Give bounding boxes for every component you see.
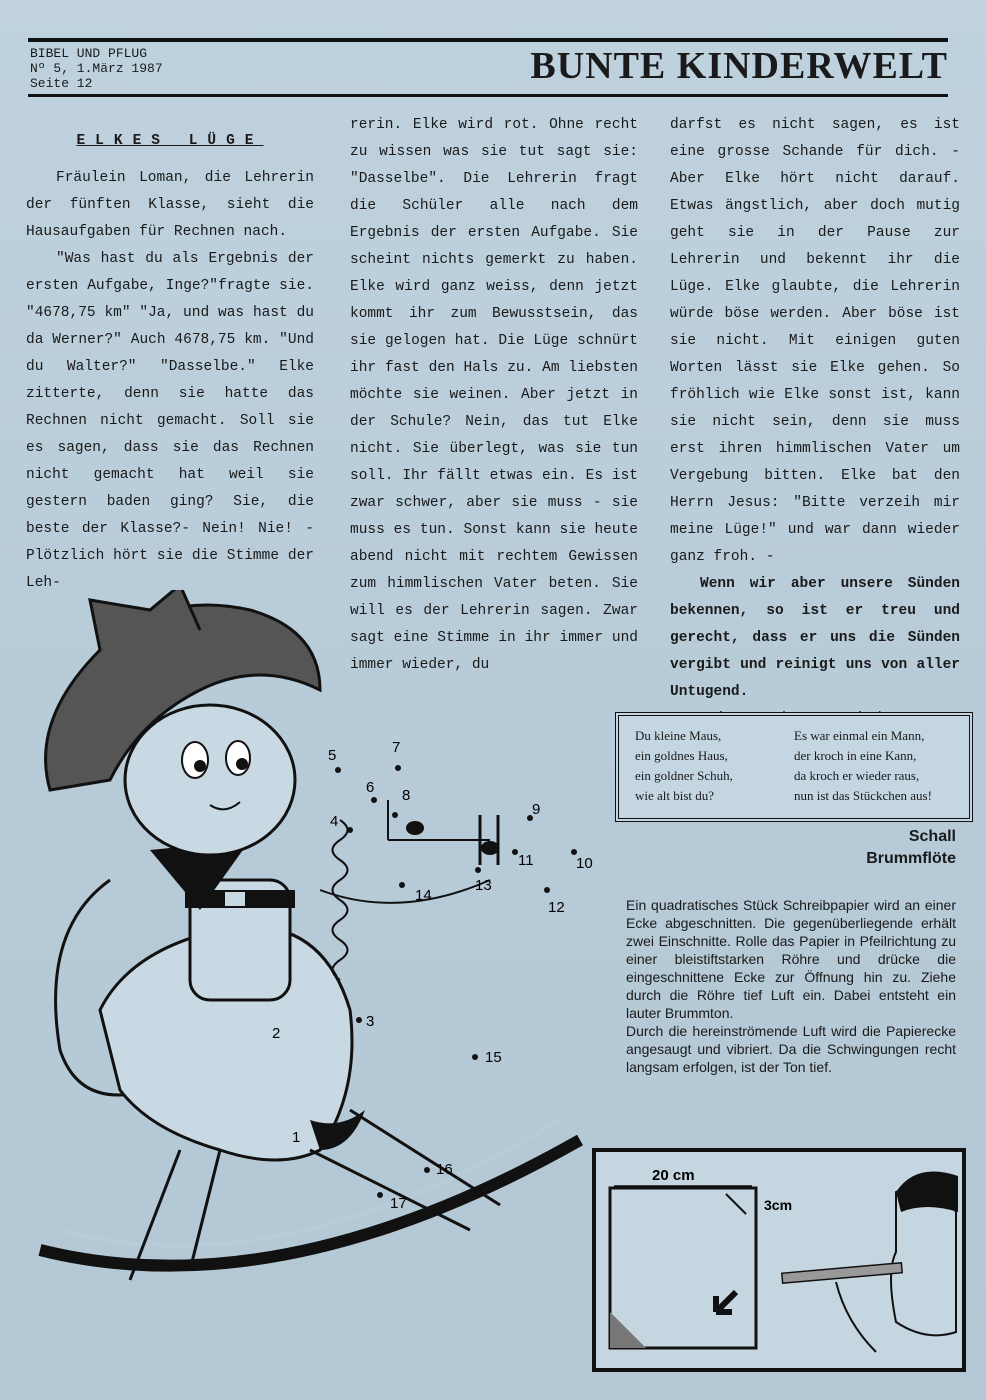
dot-label-11: 11	[518, 852, 534, 869]
dot-label-9: 9	[532, 801, 541, 818]
poem-man	[794, 726, 932, 806]
dot-5	[335, 767, 341, 773]
dot-6	[371, 797, 377, 803]
note-head	[406, 821, 424, 835]
instruction-paragraph: Durch die hereinströmende Luft wird die Papierecke angesaugt und vibriert. Da die Schwingungen recht langsam erfolgen, ist der Ton tief.	[626, 1023, 956, 1075]
boy-hair	[896, 1172, 958, 1212]
article-title: ELKES LÜGE	[76, 133, 264, 149]
craft-title-line2: Brummflöte	[866, 850, 956, 867]
poem-mouse	[635, 726, 733, 806]
dot-1	[317, 1134, 323, 1140]
note-head	[481, 841, 499, 855]
dimension-cut: 3cm	[764, 1197, 793, 1213]
article-paragraph: rerin. Elke wird rot. Ohne recht zu wissen was sie tut sagt sie: "Dasselbe". Die Lehrerin fragt die Schüler alle nach dem Ergebnis der ersten Aufgabe. Sie scheint nichts gemerkt zu haben. Elke wird ganz weiss, denn jetzt kommt ihr zum Bewusstsein, das sie gelogen hat. Die Lüge schnürt ihr fast den Hals zu. Am liebsten möchte sie weinen. Aber jetzt in der Schule? Nein, das tut Elke nicht. Sie überlegt, was sie tun soll. Ihr fällt etwas ein. Es ist zwar schwer, aber sie muss - sie muss es tun. Sonst kann sie heute abend nicht mit rechtem Gewissen zum himmlischen Vater beten. Sie will es der Lehrerin sagen. Zwar sagt eine Stimme in ihr immer und immer wieder, du	[350, 117, 638, 673]
brummfloete-diagram	[592, 1148, 966, 1372]
issue-info	[30, 46, 163, 91]
publication-name: BIBEL UND PFLUG	[30, 46, 148, 61]
dot-label-15: 15	[485, 1049, 502, 1066]
masthead-title: BUNTE KINDERWELT	[530, 45, 948, 87]
paper-square	[610, 1188, 756, 1348]
cowboy-head	[125, 705, 295, 855]
article-column-1	[26, 128, 314, 597]
poem-line: der kroch in eine Kann,	[794, 748, 917, 763]
cowboy-pupil	[194, 760, 206, 772]
dot-16	[424, 1167, 430, 1173]
craft-title-line1: Schall	[908, 828, 956, 845]
header-top-rule	[28, 38, 948, 42]
header-bottom-rule	[28, 94, 948, 97]
dot-3	[356, 1017, 362, 1023]
poem-line: da kroch er wieder raus,	[794, 768, 920, 783]
dot-7	[395, 765, 401, 771]
dot-label-8: 8	[402, 787, 411, 804]
craft-instructions	[626, 896, 956, 1076]
boy-hand	[836, 1282, 876, 1352]
dot-label-4: 4	[330, 813, 339, 830]
article-paragraph: Fräulein Loman, die Lehrerin der fünften Klasse, sieht die Hausaufgaben für Rechnen nach.	[26, 170, 314, 240]
diagram-svg	[596, 1152, 962, 1368]
poem-line: ein goldner Schuh,	[635, 768, 733, 783]
dot-label-17: 17	[390, 1195, 407, 1212]
craft-title	[866, 826, 956, 870]
belt-buckle	[225, 892, 245, 906]
dimension-width: 20 cm	[652, 1167, 695, 1184]
dot-label-16: 16	[436, 1161, 453, 1178]
dot-4	[347, 827, 353, 833]
instruction-paragraph: Ein quadratisches Stück Schreibpapier wird an einer Ecke abgeschnitten. Die gegenüberliegende erhält zwei Einschnitte. Rolle das Papier in Pfeilrichtung zu einer bleistiftstarken Röhre und drücke die eingeschnittene Ecke zur Öffnung hin zu. Ziehe durch die Röhre tief Luft ein. Dabei entsteht ein lauter Brummton.	[626, 897, 956, 1021]
dot-label-12: 12	[548, 899, 565, 916]
dot-label-2: 2	[272, 1025, 281, 1042]
dot-17	[377, 1192, 383, 1198]
cowboy-pupil	[236, 758, 248, 770]
dot-label-13: 13	[475, 877, 492, 894]
poem-line: ein goldnes Haus,	[635, 748, 728, 763]
bible-verse: Wenn wir aber unsere Sünden bekennen, so ist er treu und gerecht, dass er uns die Sünden vergibt und reinigt uns von aller Untugend.	[670, 576, 960, 700]
dot-label-3: 3	[366, 1013, 375, 1030]
horse-leg	[190, 1150, 220, 1270]
dot-label-5: 5	[328, 747, 337, 764]
dot-label-7: 7	[392, 739, 401, 756]
dot-line	[320, 880, 490, 903]
poem-box	[615, 712, 973, 822]
article-paragraph: "Was hast du als Ergebnis der ersten Aufgabe, Inge?"fragte sie. "4678,75 km" "Ja, und was hast du da Werner?" Auch 4678,75 km. "Und du Walter?" "Dasselbe." Elke zitterte, denn sie hatte das Rechnen nicht gemacht. Soll sie es sagen, dass sie das Rechnen nicht gemacht hat weil sie gestern baden ging? Sie, die beste der Klasse?- Nein! Nie! - Plötzlich hört sie die Stimme der Leh-	[26, 251, 314, 591]
cowboy-eye	[226, 741, 250, 775]
dot-label-1: 1	[292, 1129, 301, 1146]
dot-label-14: 14	[415, 887, 432, 904]
coil-spring	[333, 820, 348, 980]
cowboy-eye	[182, 742, 208, 778]
dot-8	[392, 812, 398, 818]
dot-12	[544, 887, 550, 893]
dot-13	[475, 867, 481, 873]
issue-date: Nº 5, 1.März 1987	[30, 61, 163, 76]
paper-tube	[782, 1263, 902, 1283]
dot-label-6: 6	[366, 779, 375, 796]
cowboy-rocking-horse-illustration	[20, 590, 620, 1390]
article-paragraph: darfst es nicht sagen, es ist eine grosse Schande für dich. - Aber Elke hört nicht darauf. Etwas ängstlich, aber doch mutig geht sie in der Pause zur Lehrerin und bekennt ihr die Lüge. Elke glaubte, die Lehrerin würde böse werden. Aber böse ist sie nicht. Mit einigen guten Worten lässt sie Elke gehen. So fröhlich wie Elke sonst ist, kann sie nicht sein, denn sie muss erst ihren himmlischen Vater um Vergebung bitten. Elke bat den Herrn Jesus: "Bitte verzeih mir meine Lüge!" und war dann wieder ganz froh. -	[670, 117, 960, 565]
poem-line: nun ist das Stückchen aus!	[794, 788, 932, 803]
dot-15	[472, 1054, 478, 1060]
poem-line: Du kleine Maus,	[635, 728, 722, 743]
page-number: Seite 12	[30, 76, 93, 91]
poem-line: wie alt bist du?	[635, 788, 715, 803]
poem-line: Es war einmal ein Mann,	[794, 728, 925, 743]
dot-label-10: 10	[576, 855, 593, 872]
dot-14	[399, 882, 405, 888]
article-column-3	[670, 112, 960, 733]
